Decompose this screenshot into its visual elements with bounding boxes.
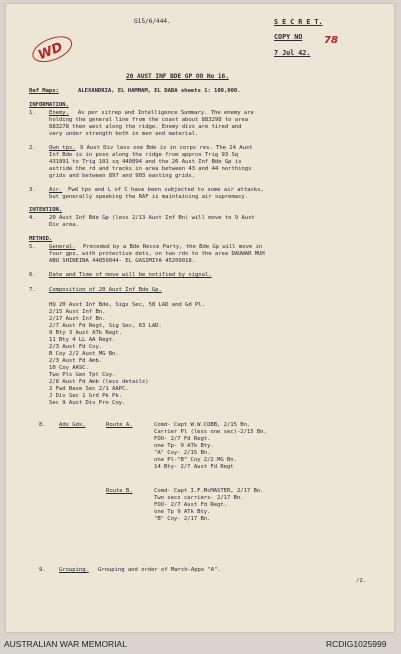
route-a-line: 14 Bty- 2/7 Aust Fd Regt bbox=[154, 464, 234, 470]
route-b-line: Comd- Capt I.F.McMASTER, 2/17 Bn. bbox=[154, 488, 264, 494]
grouping-text: Grouping and order of March-Appx "A". bbox=[98, 567, 221, 573]
composition-item: 2/15 Aust Inf Bn. bbox=[49, 309, 106, 315]
para-6-text: Date and Time of move will be notified by signal. bbox=[49, 272, 212, 278]
method-heading: METHOD. bbox=[29, 236, 53, 242]
ref-maps-text: ALEXANDRIA, EL HAMMAM, EL DABA sheets 1: 100,000. bbox=[78, 88, 241, 94]
composition-item: 2/3 Aust Fd Amb. bbox=[49, 358, 103, 364]
para-3-line: Fwd tps and L of C have been subjected to some air attacks, bbox=[68, 187, 264, 193]
file-reference: G15/6/444. bbox=[134, 18, 171, 25]
route-b-line: "B" Coy- 2/17 Bn. bbox=[154, 516, 211, 522]
document-date: 7 Jul 42. bbox=[274, 49, 311, 57]
composition-item: B Coy 2/2 Aust MG Bn. bbox=[49, 351, 119, 357]
para-4-line: Div area. bbox=[49, 222, 79, 228]
document-page bbox=[6, 4, 394, 632]
composition-item: 9 Bty 3 Aust ATk Regt. bbox=[49, 330, 122, 336]
composition-item: Two Pls Gen Tpt Coy. bbox=[49, 372, 116, 378]
para-5-line: Preceded by a Bde Recce Party, the Bde Gp will move in bbox=[83, 244, 263, 250]
archive-record-id: RCDIG1025999 bbox=[326, 639, 387, 649]
page-continuation: /2. bbox=[356, 578, 366, 584]
para-5-line: four gps, with protective dets, on two rds to the area DAUWAR MUH bbox=[49, 251, 265, 257]
classification-marking: S E C R E T. bbox=[274, 18, 323, 26]
composition-item: 2 Fwd Base Sec 2/1 AAPC. bbox=[49, 386, 129, 392]
route-a-line: Comd- Capt W.W.COBB, 2/15 Bn. bbox=[154, 422, 251, 428]
copy-number: 78 bbox=[324, 35, 338, 46]
route-a-line: FOO- 2/7 Fd Regt. bbox=[154, 436, 211, 442]
order-title: 20 AUST INF BDE GP OO No 16. bbox=[126, 73, 229, 80]
para-2-line: grids and between 897 and 903 easting grids. bbox=[49, 173, 195, 179]
para-3-number: 3. bbox=[29, 187, 36, 193]
route-a-line: "A" Coy- 2/15 Bn. bbox=[154, 450, 211, 456]
para-2-line: Inf Bde is in posn along the ridge from approx Trig 93 Sq bbox=[49, 152, 239, 158]
composition-item: HQ 20 Aust Inf Bde, Sigs Sec, 58 LAD and Gd Pl. bbox=[49, 302, 205, 308]
route-b-line: FOO- 2/7 Aust Fd Regt. bbox=[154, 502, 227, 508]
route-a-line: one Pl-"B" Coy 2/2 MG Bn. bbox=[154, 457, 237, 463]
ref-maps-label: Ref Maps: bbox=[29, 88, 59, 94]
route-b-label: Route B. bbox=[106, 488, 133, 494]
para-5-number: 5. bbox=[29, 244, 36, 250]
para-1-number: 1. bbox=[29, 110, 36, 116]
para-5-line: ABU SHINEINA 44859044- EL GASIMIYA 45209018. bbox=[49, 258, 195, 264]
para-2-number: 2. bbox=[29, 145, 36, 151]
composition-item: Sec 9 Aust Div Pro Coy. bbox=[49, 400, 126, 406]
composition-item: 2/3 Aust Fd Coy. bbox=[49, 344, 103, 350]
composition-item: 2/17 Aust Inf Bn. bbox=[49, 316, 106, 322]
para-3-title: Air. bbox=[49, 187, 63, 193]
para-4-number: 4. bbox=[29, 215, 36, 221]
composition-item: 2/8 Aust Fd Amb (less details) bbox=[49, 379, 149, 385]
para-2-line: 431891 to Trig 101 sq 440894 and the 26 Aust Inf Bde Gp is bbox=[49, 159, 242, 165]
para-6-number: 6. bbox=[29, 272, 36, 278]
para-8-number: 8. bbox=[39, 422, 46, 428]
para-9-number: 9. bbox=[39, 567, 46, 573]
route-a-line: one Tp- 9 ATk Bty. bbox=[154, 443, 214, 449]
para-4-line: 20 Aust Inf Bde Gp (less 2/13 Aust Inf Bn) will move to 9 Aust bbox=[49, 215, 255, 221]
para-2-title: Own tps. bbox=[49, 145, 76, 151]
information-heading: INFORMATION. bbox=[29, 102, 69, 108]
route-b-line: Two secs carriers- 2/17 Bn. bbox=[154, 495, 244, 501]
para-7-text: Composition of 20 Aust Inf Bde Gp. bbox=[49, 287, 162, 293]
route-b-line: one Tp 9 ATk Bty. bbox=[154, 509, 211, 515]
para-1-line: holding the general line from the coast about 883298 to area bbox=[49, 117, 249, 123]
composition-item: J Div Sec 1 Grd Pk Pk. bbox=[49, 393, 122, 399]
para-1-line: 883278 then west along the ridge. Enemy divs are tired and bbox=[49, 124, 242, 130]
archive-credit: AUSTRALIAN WAR MEMORIAL bbox=[4, 639, 127, 649]
para-1-line: As per sitrep and Intelligence Summary. The enemy are bbox=[78, 110, 254, 116]
composition-item: 2/7 Aust Fd Regt, Sig Sec, 63 LAD. bbox=[49, 323, 162, 329]
para-5-title: General. bbox=[49, 244, 76, 250]
para-1-title: Enemy. bbox=[49, 110, 69, 116]
para-3-line: but generally speaking the RAF is maintaining air supremacy. bbox=[49, 194, 249, 200]
para-2-line: astride the rd and tracks in area between 43 and 44 northings bbox=[49, 166, 252, 172]
para-7-number: 7. bbox=[29, 287, 36, 293]
grouping-title: Grouping. bbox=[59, 567, 89, 573]
route-a-label: Route A. bbox=[106, 422, 133, 428]
adv-gds-heading: Adv Gds. bbox=[59, 422, 86, 428]
copy-no-label: COPY NO bbox=[274, 33, 303, 41]
para-1-line: very under strength both in men and material. bbox=[49, 131, 199, 137]
route-a-line: Carrier Pl (less one sec)-2/15 Bn. bbox=[154, 429, 267, 435]
intention-heading: INTENTION. bbox=[29, 207, 63, 213]
composition-item: 11 Bty 4 LL AA Regt. bbox=[49, 337, 116, 343]
composition-item: 10 Coy AASC. bbox=[49, 365, 89, 371]
para-2-line: 9 Aust Div less one Bde is in corps res. The 24 Aust bbox=[80, 145, 253, 151]
handwritten-initials: WD bbox=[36, 39, 66, 64]
